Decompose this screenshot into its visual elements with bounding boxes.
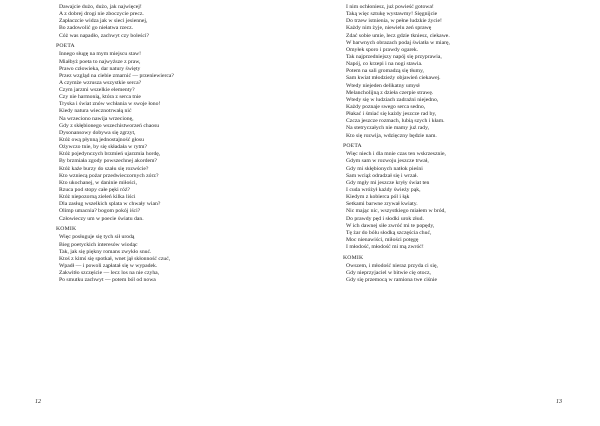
verse-line: Kto się rozwija, wdzięczny będzie nam. — [346, 132, 437, 139]
verse-line: Cóż was napadło, zachwyt czy boleści? — [59, 32, 150, 39]
verse-line: Zakwitło szczęście — lecz los na nie czyha, — [59, 270, 160, 277]
verse-line: Napój, co krzepi i na nogi stawia. — [346, 61, 423, 68]
verse-line: Na wrzeciono nawija wrzecionę, — [59, 115, 134, 122]
speaker-name: KOMIK — [343, 254, 364, 261]
verse-line: Miałbyż poeta to najwyższe z praw, — [59, 58, 141, 65]
verse-line: Rzuca pod stopy całe pęki róż? — [59, 187, 130, 194]
verse-line: Do prawdy pęd i słodki urok złud. — [346, 215, 424, 222]
verse-line: A czymże wzrusza wszystkie serca? — [59, 79, 142, 86]
verse-line: Omyłek sporo i prawdy ogarek. — [346, 46, 419, 53]
verse-line: Gdy z skłębionego wszechistworzeń chaosu — [59, 122, 160, 129]
verse-line: Każdy nim żyje, niewielu zeń sprawę — [346, 25, 432, 32]
verse-line: I młodość, młodość mi mą zwróć! — [346, 244, 424, 251]
verse-line: Dla zasług wszelkich splata w chwały wian? — [59, 201, 161, 208]
verse-line: Zapłaczcie widza jak w sieci jesiennej, — [59, 18, 148, 25]
speaker-name: POETA — [56, 43, 75, 50]
verse-line: Gdy się przemocą w ramiona twe ciśnie — [346, 277, 437, 284]
verse-line: Wtedy się w ludziach zadrażni niejedno, — [346, 96, 439, 103]
verse-line: Tak, jak się piękny romans zwykło snuć. — [59, 248, 152, 255]
left-page-number: 12 — [35, 399, 41, 405]
verse-line: Olimp umacnia? bogom pokój iści? — [59, 208, 141, 215]
verse-line: Na stetryczałych nie mamy już rady, — [346, 125, 430, 132]
verse-line: Sam kwiat młodzieży objawień ciekawej. — [346, 75, 441, 82]
verse-line: Któż każe burzy do szału się rozwście? — [59, 165, 149, 172]
verse-line: Tryska i świat znów wchłania w swoje łono! — [59, 101, 161, 108]
verse-block — [56, 234, 174, 284]
verse-line: Wpadł — i powoli ząpłatał się w wypadek. — [59, 262, 158, 269]
verse-line: A z dobrej drogi nie zboczycie precz. — [59, 11, 144, 18]
verse-line: Owszem, i młodość nieraz przyda ci się, — [346, 262, 438, 269]
verse-line: Przez wzgląd na ciebie zmarnić — przeniewierca? — [59, 72, 174, 79]
right-page — [300, 0, 600, 426]
verse-line: Prawo człowieka, dar natury święty — [59, 65, 141, 72]
verse-line: Tak najprzedniejszy napój się przyprawia, — [346, 53, 442, 60]
verse-line: Człowieczy um w poecie światu dan. — [59, 215, 144, 222]
verse-line: Melancholijną z dzieła czerpie strawę. — [346, 89, 434, 96]
verse-line: Więc posługuje się tych sił urodą — [59, 234, 135, 241]
verse-line: Wtedy niejeden delikatny umysł — [346, 82, 420, 89]
verse-block — [343, 151, 450, 251]
verse-line: Gdy nieprzyjaciel w bitwie cię otocz, — [346, 270, 431, 277]
verse-line: Sam wciąż odradzał się i wrzał. — [346, 172, 419, 179]
right-page-number: 13 — [556, 399, 562, 405]
verse-line: Gdym sam w rozwoju jeszcze trwał, — [346, 158, 429, 165]
verse-line: Po smutku zachwyt — potem ból od nowa — [59, 277, 156, 284]
verse-line: W barwnych obrazach podaj światła w miarę, — [346, 39, 450, 46]
speaker-name: POETA — [343, 143, 362, 150]
verse-line: Taką więc sztukę wystawmy! Sięgnijcie — [346, 11, 438, 18]
speaker-name: KOMIK — [56, 226, 77, 233]
verse-line: Któż ową płynną jednostajność głosu — [59, 137, 144, 144]
verse-block — [343, 4, 450, 140]
verse-line: I cuda wróżył każdy świeży pąk, — [346, 187, 421, 194]
right-page-text — [343, 4, 450, 284]
verse-line: Kiedym z kobierca pól i łąk — [346, 194, 410, 201]
verse-line: W ich dawnej siłe zwróć mi te popędy, — [346, 222, 435, 229]
verse-line: Dysonansowy dobywa się zgrzyt, — [59, 129, 136, 136]
verse-line: Czym jarzmi wszelkie elementy? — [59, 87, 135, 94]
verse-line: Kto wzniecą pożar przedwieczornych zórz? — [59, 172, 159, 179]
verse-line: Tę żar do bólu słodką szczęścia chuć, — [346, 229, 432, 236]
verse-line: Innego sługę na mym miejscu staw! — [59, 51, 141, 58]
verse-line: Gdy mgły mi jeszcze kryły świat ten — [346, 179, 430, 186]
verse-line: Czy nie harmonią, która z serca tnie — [59, 94, 141, 101]
verse-line: Potem na sali gromadzą się tłumy, — [346, 68, 424, 75]
left-page-text — [56, 4, 174, 284]
verse-line: I nim ochłoniesz, już powieść gotowa! — [346, 4, 434, 10]
verse-line: By brzmiała zgody powszechnej akordem? — [59, 158, 157, 165]
verse-line: Setkami barwne zrywał kwiaty. — [346, 201, 418, 208]
verse-block — [343, 263, 450, 284]
verse-block — [56, 51, 174, 222]
verse-line: Czcza jeszcze rozmach, lubią szych i kłam. — [346, 118, 445, 125]
verse-line: Nic mając nic, wszystkiego miałem w bród, — [346, 208, 446, 215]
verse-block — [56, 4, 174, 40]
verse-line: Któż pojedynczych brzmień ujarzmia hordę, — [59, 151, 161, 158]
verse-line: Ożywczo tnie, by się składała w rytm? — [59, 144, 147, 151]
verse-line: Moc nienawiści, miłości potęgę — [346, 237, 419, 244]
verse-line: Płakać i śmiać się każdy jeszcze rad by, — [346, 111, 437, 118]
verse-line: Kto ukochanej, w daninie miłości, — [59, 179, 138, 186]
verse-line: Bo zadowolić go niełatwa rzecz. — [59, 25, 134, 32]
verse-line: Więc niech i dla mnie czas ten wskrzesznie, — [346, 151, 446, 158]
verse-line: Ktoś z kimś się spotkał, wnet jął skłonność czuć, — [59, 255, 171, 262]
verse-line: Zdać sobie umie, lecz gdzie tkniesz, ciekawe. — [346, 32, 450, 39]
verse-line: Każdy poznaje swego serca sedno, — [346, 103, 426, 110]
verse-line: Do trzew istnienia, w pełne ludzkie życie! — [346, 18, 442, 25]
verse-line: Dawajcie dużo, dużo, jak najwięcej! — [59, 4, 142, 10]
verse-line: Kiedy natura wiecznotrwałą nić — [59, 108, 132, 115]
verse-line: Gdy mi skłębionych natłok pieśni — [346, 165, 423, 172]
verse-line: Bieg poetyckich interesów wiodąc — [59, 241, 138, 248]
verse-line: Któż niepozorną zieleń kilka liści — [59, 194, 136, 201]
